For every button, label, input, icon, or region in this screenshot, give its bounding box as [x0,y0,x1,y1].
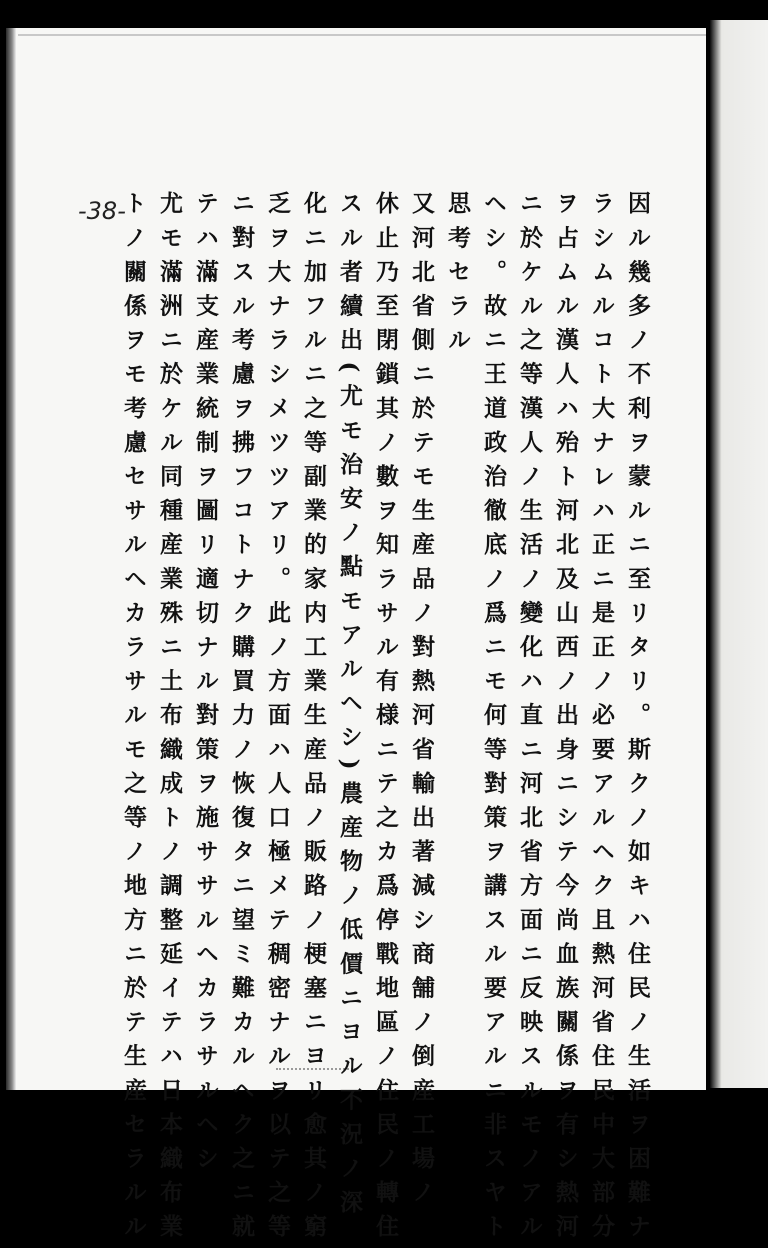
text-column: テハ滿支産業統制ヲ圖リ適切ナル對策ヲ施ササルヘカラサルヘシ [192,191,219,1180]
text-column: トノ關係ヲモ考慮セサルヘカラサルモ之等ノ地方ニ於テ生産セラルル [120,191,147,1248]
text-column: 因ル幾多ノ不利ヲ蒙ルニ至リタリ。斯クノ如キハ住民ノ生活ヲ困難ナ [624,191,651,1248]
text-column: 思考セラル [444,191,471,362]
body-text [115,191,655,1248]
text-column: ニ於ケル之等漢人ノ生活ノ變化ハ直ニ河北省方面ニ反映スルモノアル [516,191,543,1248]
text-column: 化ニ加フルニ之等副業的家内工業生産品ノ販路ノ梗塞ニヨリ愈其ノ窮 [300,191,327,1248]
text-column: ヘシ。故ニ王道政治徹底ノ爲ニモ何等對策ヲ講スル要アルニ非スヤト [480,191,507,1248]
adjacent-page-edge [710,20,768,1088]
page-binding-edge [6,28,16,1090]
text-column: ヲ占ムル漢人ハ殆ト河北及山西ノ出身ニシテ今尚血族關係ヲ有シ熱河 [552,191,579,1248]
text-column: 乏ヲ大ナラシメツツアリ。此ノ方面ハ人口極メテ稠密ナルヲ以テ之等 [264,191,291,1248]
page-top-edge [18,34,706,36]
text-column: スル者續出(尤モ治安ノ點モアルヘシ)農産物ノ低價ニヨル不況ノ深 [336,191,363,1224]
text-column: 尤モ滿洲ニ於ケル同種産業殊ニ土布織成トノ調整延イテハ日本織布業 [156,191,183,1248]
text-column: 又河北省側ニ於テモ生産品ノ對熱河省輸出著減シ商舗ノ倒産工場ノ [408,191,435,1214]
text-column: ニ對スル考慮ヲ拂フコトナク購買力ノ恢復タニ望ミ難カルヘク之ニ就 [228,191,255,1248]
page-number: -38- [78,197,126,225]
text-column: ラシムルコト大ナレハ正ニ是正ノ必要アルヘク且熱河省住民中大部分 [588,191,615,1248]
text-column: 休止乃至閉鎖其ノ數ヲ知ラサル有様ニテ之カ爲停戰地區ノ住民ノ轉住 [372,191,399,1248]
